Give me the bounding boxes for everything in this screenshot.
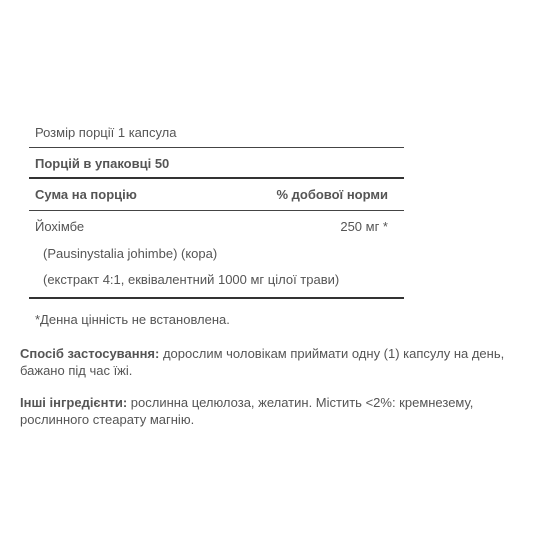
usage-label: Спосіб застосування: <box>20 346 160 361</box>
usage-text: дорослим чоловікам приймати одну (1) капсулу на день, бажано під час їжі. <box>20 346 505 378</box>
ingredient-extract-note: (екстракт 4:1, еквівалентний 1000 мг цілої трави) <box>43 272 340 287</box>
ingredient-latin-name: (Pausinystalia johimbe) (кора) <box>43 246 218 261</box>
ingredient-row <box>29 211 404 299</box>
amount-per-serving-header: Сума на порцію <box>35 187 137 202</box>
daily-value-header: % добової норми <box>276 187 388 202</box>
other-ingredients-text: рослинна целюлоза, желатин. Містить <2%: кремнезему, рослинного стеарату магнію. <box>20 395 474 427</box>
other-ingredients-paragraph <box>20 394 535 428</box>
supplement-facts-panel <box>29 118 404 299</box>
serving-size-text: Розмір порції 1 капсула <box>35 125 177 140</box>
usage-paragraph <box>20 345 535 379</box>
ingredient-name: Йохімбе <box>35 219 85 234</box>
servings-per-container-row <box>29 148 404 179</box>
serving-size-row <box>29 118 404 148</box>
servings-per-container-text: Порцій в упаковці 50 <box>35 156 170 171</box>
daily-value-footnote: *Денна цінність не встановлена. <box>35 312 230 327</box>
table-header-row <box>29 179 404 211</box>
other-ingredients-label: Інші інгредієнти: <box>20 395 128 410</box>
ingredient-amount: 250 мг * <box>340 219 388 234</box>
